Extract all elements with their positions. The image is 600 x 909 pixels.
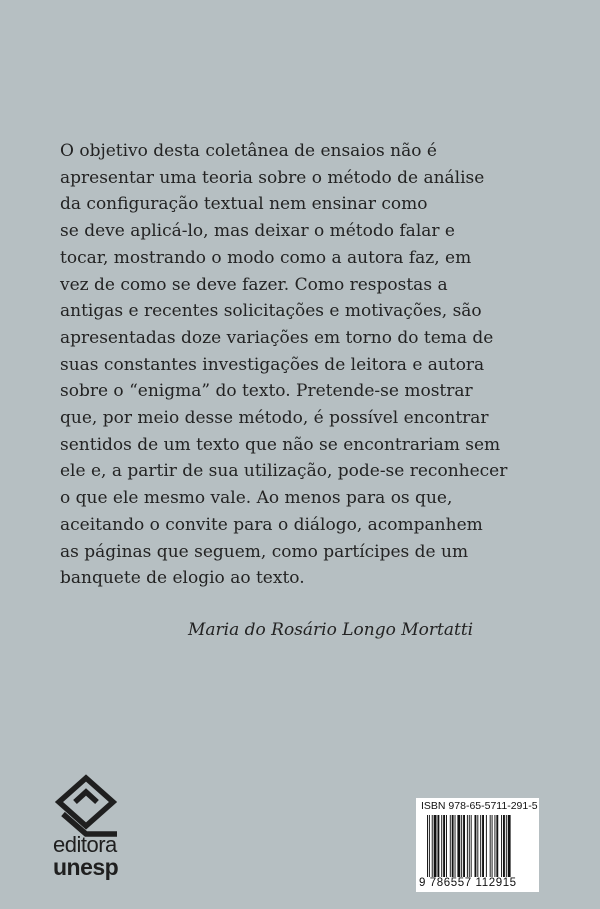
barcode-bar [492, 815, 493, 877]
barcode-bar [467, 815, 468, 877]
barcode-bar [441, 815, 442, 877]
barcode-bar [452, 815, 454, 877]
blurb-line: apresentadas doze variações em torno do tema de [60, 327, 494, 348]
blurb-line: sentidos de um texto que não se encontrariam sem [60, 434, 501, 455]
publisher-name-line2: unesp [53, 854, 119, 880]
barcode-bar [446, 815, 447, 877]
barcode-bar [434, 815, 437, 877]
barcode-bar [443, 815, 445, 877]
isbn-label: ISBN 978-65-5711-291-5 [421, 800, 538, 812]
publisher-logo [53, 774, 123, 894]
blurb-line: aceitando o convite para o diálogo, acompanhem [60, 514, 483, 535]
blurb-line: da configuração textual nem ensinar como [60, 194, 428, 215]
blurb-line: apresentar uma teoria sobre o método de análise [60, 167, 485, 188]
barcode-bar [496, 815, 498, 877]
blurb-line: antigas e recentes solicitações e motivações, são [60, 301, 482, 322]
blurb-line: que, por meio desse método, é possível encontrar [60, 408, 489, 429]
barcode-bar [461, 815, 462, 877]
isbn-barcode [416, 798, 539, 892]
barcode-bar [480, 815, 481, 877]
blurb-line: sobre o “enigma” do texto. Pretende-se mostrar [60, 381, 473, 402]
barcode-bar [475, 815, 477, 877]
barcode-bar [437, 815, 439, 877]
blurb-line: ele e, a partir de sua utilização, pode-se reconhecer [60, 461, 508, 482]
barcode-bar [482, 815, 484, 877]
barcode-bars [427, 815, 535, 877]
blurb-line: suas constantes investigações de leitora e autora [60, 354, 485, 375]
publisher-name-line1: editora [53, 832, 117, 857]
barcode-bar [427, 815, 428, 877]
barcode-bar [494, 815, 495, 877]
barcode-bar [469, 815, 470, 877]
barcode-bar [503, 815, 505, 877]
barcode-bar [508, 815, 511, 877]
blurb-line: as páginas que seguem, como partícipes de um [60, 541, 469, 562]
barcode-bar [490, 815, 491, 877]
blurb-line: o que ele mesmo vale. Ao menos para os que, [60, 488, 453, 509]
blurb-line: tocar, mostrando o modo como a autora faz, em [60, 247, 472, 268]
barcode-bar [463, 815, 465, 877]
ean-digits: 9 786557 112915 [419, 877, 517, 889]
barcode-bar [486, 815, 487, 877]
blurb-line: vez de como se deve fazer. Como respostas a [60, 274, 448, 295]
barcode-bar [457, 815, 460, 877]
barcode-bar [477, 815, 478, 877]
blurb-line: se deve aplicá-lo, mas deixar o método falar e [60, 221, 455, 242]
barcode-bar [450, 815, 451, 877]
back-cover-blurb [60, 138, 580, 592]
barcode-bar [455, 815, 456, 877]
barcode-bar [471, 815, 472, 877]
blurb-line: O objetivo desta coletânea de ensaios não é [60, 141, 437, 161]
barcode-bar [429, 815, 430, 877]
blurb-line: banquete de elogio ao texto. [60, 568, 305, 589]
barcode-bar [432, 815, 433, 877]
author-signature: Maria do Rosário Longo Mortatti [188, 620, 474, 640]
barcode-bar [501, 815, 502, 877]
barcode-bar [506, 815, 507, 877]
book-logo-icon [55, 774, 121, 838]
